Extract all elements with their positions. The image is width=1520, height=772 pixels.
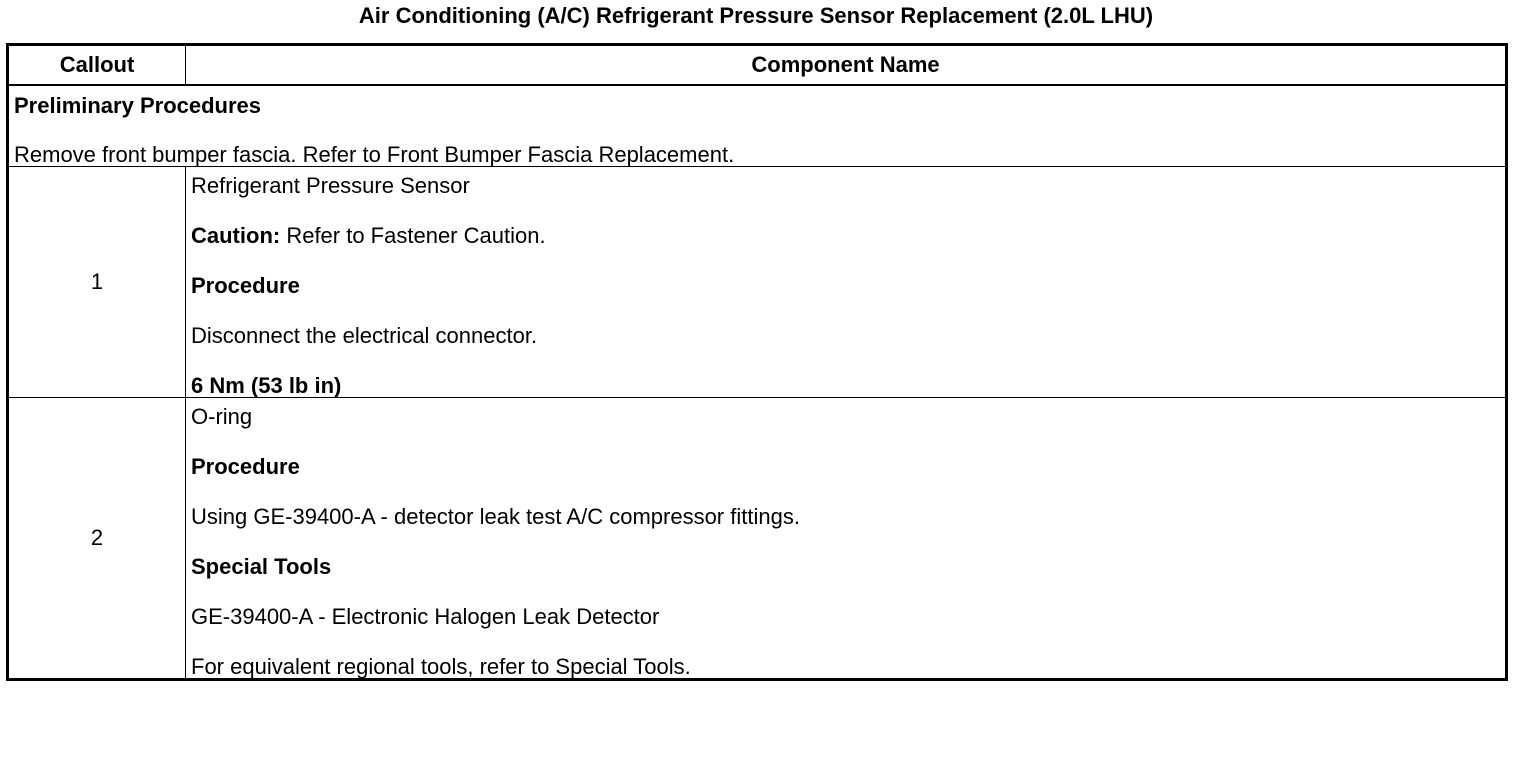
component-cell (186, 167, 1507, 398)
preliminary-cell (8, 85, 1507, 167)
table-row (8, 167, 1507, 398)
component-name: Refrigerant Pressure Sensor (191, 173, 470, 198)
callout-number: 2 (8, 398, 186, 680)
procedure-label: Procedure (191, 273, 300, 298)
table-header-row (8, 45, 1507, 86)
preliminary-heading: Preliminary Procedures (14, 93, 262, 118)
component-cell (186, 398, 1507, 680)
procedure-text: Disconnect the electrical connector. (191, 323, 538, 348)
special-tool-item: GE-39400-A - Electronic Halogen Leak Detector (191, 604, 660, 629)
torque-spec: 6 Nm (53 lb in) (191, 373, 342, 398)
caution-line (191, 217, 1500, 267)
table-row (8, 398, 1507, 680)
preliminary-text: Remove front bumper fascia. Refer to Front Bumper Fascia Replacement. (14, 142, 735, 167)
document-title: Air Conditioning (A/C) Refrigerant Pressure Sensor Replacement (2.0L LHU) (358, 3, 1154, 28)
caution-label: Caution: (191, 223, 281, 248)
component-name-column-header: Component Name (186, 45, 1507, 86)
component-name: O-ring (191, 404, 253, 429)
procedure-label: Procedure (191, 454, 300, 479)
procedure-text: Using GE-39400-A - detector leak test A/C compressor fittings. (191, 504, 800, 529)
caution-text: Refer to Fastener Caution. (280, 223, 546, 248)
callout-column-header: Callout (8, 45, 186, 86)
procedure-table (6, 43, 1508, 681)
special-tools-label: Special Tools (191, 554, 332, 579)
preliminary-row (8, 85, 1507, 167)
special-tools-note: For equivalent regional tools, refer to Special Tools. (191, 654, 691, 679)
callout-number: 1 (8, 167, 186, 398)
